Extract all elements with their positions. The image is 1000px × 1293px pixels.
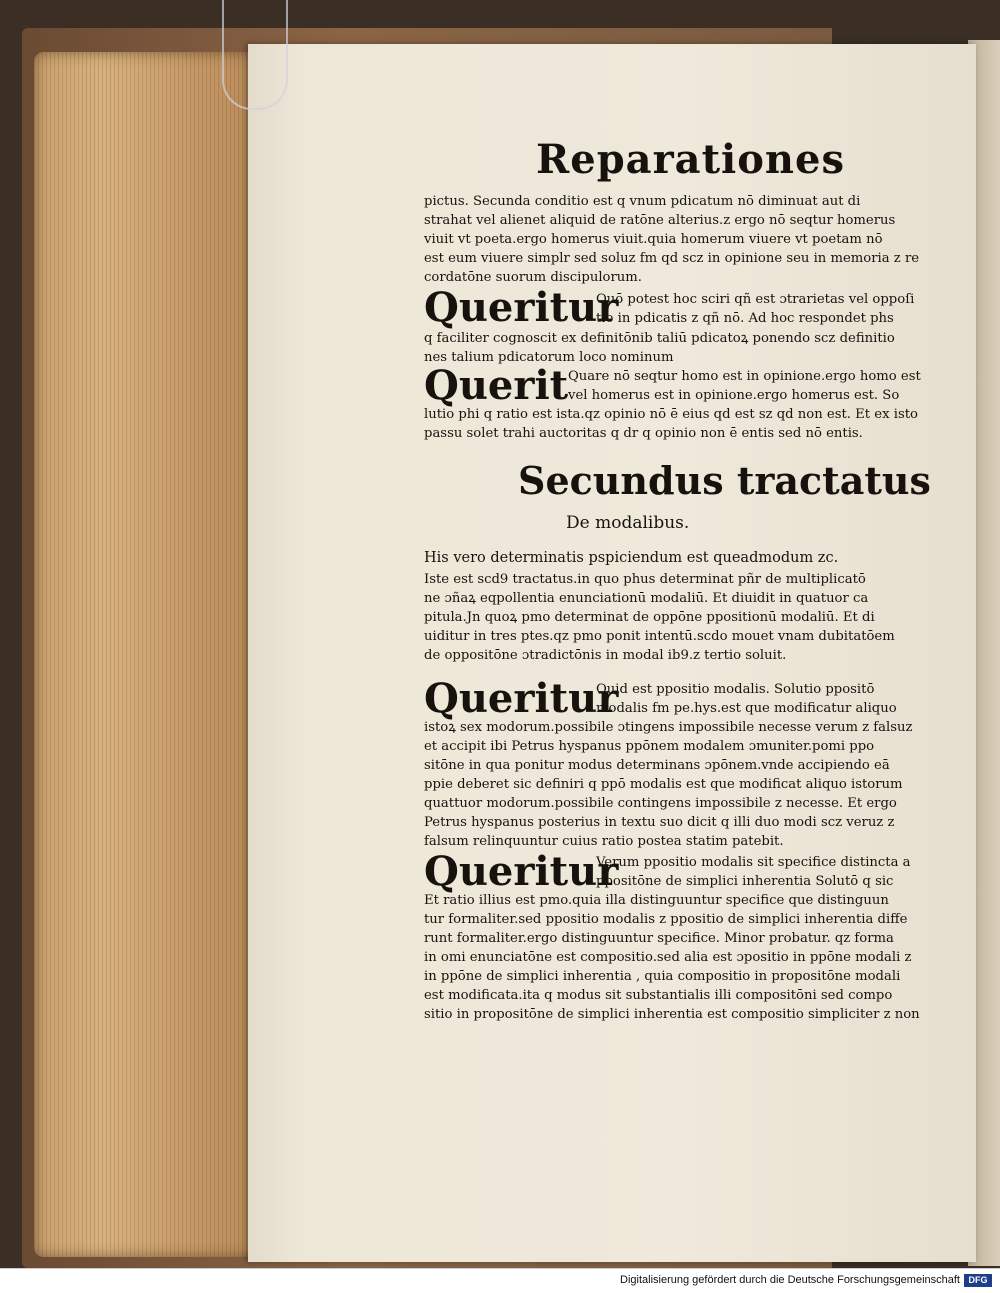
text-line: in ppōne de simplici inherentia , quia compositio in propositōne modali	[424, 969, 901, 984]
text-line: ne ɔñaꝝ eqpollentia enunciationū modaliū. Et diuidit in quatuor ca	[424, 591, 869, 606]
text-line: modalis fm pe.hys.est que modificatur aliquo	[596, 701, 897, 716]
text-line: sitio in propositōne de simplici inherentia est compositio simpliciter z non	[424, 1007, 920, 1022]
text-line: est modificata.ita q modus sit substantialis illi compositōni sed compo	[424, 988, 893, 1003]
footer-bar	[0, 1268, 1000, 1293]
paper-clip	[222, 0, 288, 110]
text-line: istoꝝ sex modorum.possibile ɔtingens impossibile necesse verum z falsuz	[424, 720, 913, 735]
text-line: cordatōne suorum discipulorum.	[424, 270, 642, 285]
text-line: passu solet trahi auctoritas q dr q opinio non ē entis sed nō entis.	[424, 426, 863, 441]
text-line: pitula.Jn quoꝝ pmo determinat de oppōne ppositionū modaliū. Et di	[424, 610, 875, 625]
text-line: Verum ppositio modalis sit specifice distincta a	[596, 855, 911, 870]
text-line: Iste est scd9 tractatus.in quo phus determinat pñr de multiplicatō	[424, 572, 866, 587]
question-heading: Queritur	[424, 848, 619, 895]
running-title: Reparationes	[536, 136, 845, 183]
text-line: in omi enunciatōne est compositio.sed alia est ɔpositio in ppōne modali z	[424, 950, 912, 965]
text-line: His vero determinatis pspiciendum est queadmodum zc.	[424, 550, 839, 566]
text-line: lutio phi q ratio est ista.qz opinio nō ē eius qd est sz qd non est. Et ex isto	[424, 407, 918, 422]
dfg-logo[interactable]: DFG	[964, 1274, 992, 1287]
text-line: q faciliter cognoscit ex definitōnib taliū pdicatoꝝ ponendo scz definitio	[424, 331, 895, 346]
text-line: est eum viuere simplr sed soluz fm qd scz in opinione seu in memoria z re	[424, 251, 920, 266]
section-subtitle: De modalibus.	[566, 513, 690, 533]
text-line: falsum relinquuntur cuius ratio postea statim patebit.	[424, 834, 784, 849]
page-edges	[34, 52, 260, 1257]
question-heading: Queritur	[424, 284, 619, 331]
funding-credit: Digitalisierung gefördert durch die Deutsche Forschungsgemeinschaft	[620, 1274, 960, 1286]
section-title: Secundus tractatus	[518, 458, 931, 503]
text-line: quattuor modorum.possibile contingens impossibile z necesse. Et ergo	[424, 796, 897, 811]
text-line: Quid est ppositio modalis. Solutio ppositō	[596, 682, 875, 697]
question-heading: Querit	[424, 362, 569, 409]
text-line: runt formaliter.ergo distinguuntur specifice. Minor probatur. qz forma	[424, 931, 894, 946]
text-line: strahat vel alienet aliquid de ratōne alterius.z ergo nō seqtur homerus	[424, 213, 896, 228]
text-line: Quō potest hoc sciri qñ est ɔtrarietas vel oppoſi	[596, 292, 915, 307]
text-line: Petrus hyspanus posterius in textu suo dicit q illi duo modi scz veruz z	[424, 815, 895, 830]
question-heading: Queritur	[424, 675, 619, 722]
text-line: tur formaliter.sed ppositio modalis z ppositio de simplici inherentia diffe	[424, 912, 908, 927]
text-line: tio in pdicatis z qñ nō. Ad hoc respondet phs	[596, 311, 894, 326]
text-line: et accipit ibi Petrus hyspanus ppōnem modalem ɔmuniter.pomi ppo	[424, 739, 875, 754]
text-line: Quare nō seqtur homo est in opinione.ergo homo est	[568, 369, 921, 384]
text-line: vel homerus est in opinione.ergo homerus est. So	[568, 388, 900, 403]
text-line: ppositōne de simplici inherentia Solutō q sic	[596, 874, 894, 889]
text-line: viuit vt poeta.ergo homerus viuit.quia homerum viuere vt poetam nō	[424, 232, 883, 247]
text-line: pictus. Secunda conditio est q vnum pdicatum nō diminuat aut di	[424, 194, 861, 209]
text-line: sitōne in qua ponitur modus determinans ɔpōnem.vnde accipiendo eā	[424, 758, 890, 773]
text-line: ppie deberet sic definiri q ppō modalis est que modificat aliquo istorum	[424, 777, 903, 792]
text-line: de oppositōne ɔtradictōnis in modal ib9.z tertio soluit.	[424, 648, 787, 663]
text-line: nes talium pdicatorum loco nominum	[424, 350, 674, 365]
text-line: Et ratio illius est pmo.quia illa distinguuntur specifice que distinguun	[424, 893, 889, 908]
text-line: uiditur in tres ptes.qz pmo ponit intentū.scdo mouet vnam dubitatōem	[424, 629, 895, 644]
